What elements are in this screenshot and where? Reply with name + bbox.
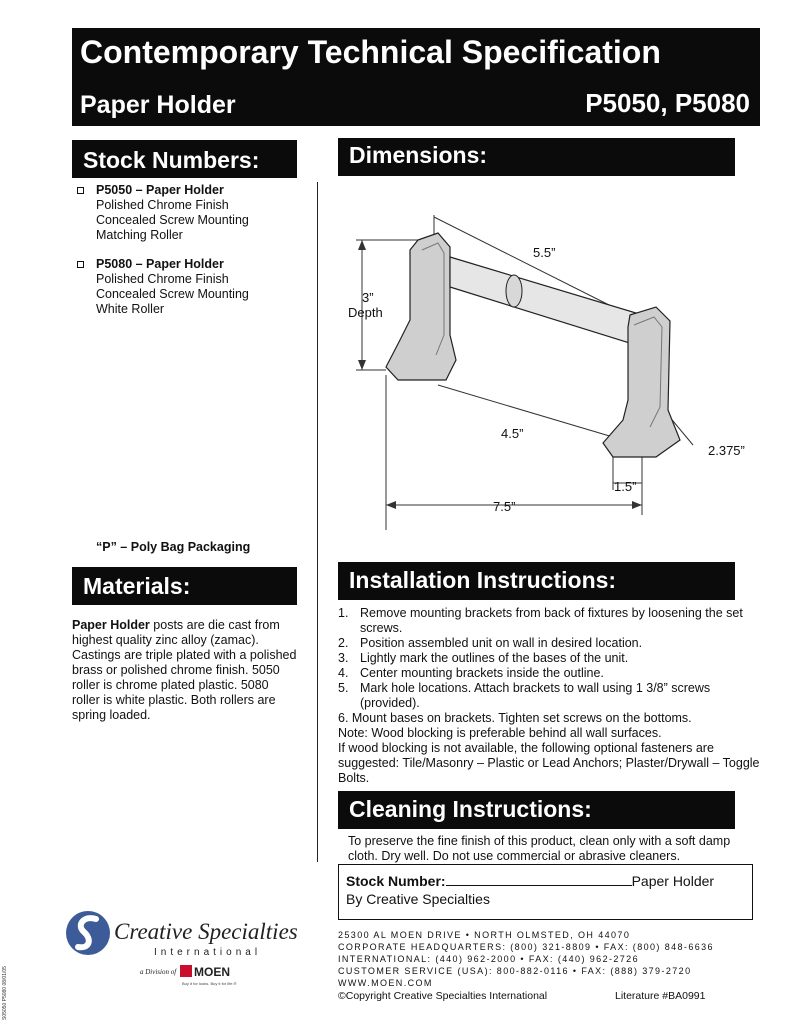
dimension-diagram	[338, 195, 778, 540]
company-logo	[62, 905, 302, 995]
address-line: CUSTOMER SERVICE (USA): 800-882-0116 • FAX: (888) 379-2720	[338, 966, 692, 976]
logo-sub: International	[154, 947, 262, 958]
stock-number-blank	[446, 872, 632, 886]
step-text: Mark hole locations. Attach brackets to wall using 1 3/8” screws (provided).	[360, 681, 711, 710]
section-heading-stock-numbers: Stock Numbers:	[72, 140, 297, 178]
stock-list	[75, 183, 305, 331]
list-item	[338, 651, 763, 666]
list-item	[338, 666, 763, 681]
list-item	[338, 606, 763, 636]
step-text: Position assembled unit on wall in desired location.	[360, 636, 643, 650]
arrow-icon	[358, 360, 366, 370]
address-line: INTERNATIONAL: (440) 962-2000 • FAX: (440) 962-2726	[338, 954, 639, 964]
stock-number-by: By Creative Specialties	[346, 891, 490, 907]
packaging-note: “P” – Poly Bag Packaging	[96, 540, 251, 554]
left-post	[386, 233, 456, 380]
roller	[450, 257, 636, 345]
arrow-icon	[358, 240, 366, 250]
stock-item-title: P5080 – Paper Holder	[96, 257, 224, 271]
center-distance-label: 4.5”	[501, 426, 524, 441]
step-number: 1.	[338, 606, 349, 620]
installation-text	[338, 606, 763, 786]
cleaning-text: To preserve the fine finish of this product, clean only with a soft damp cloth. Dry well. Do not use commercial or abrasive cleaners.	[348, 834, 731, 863]
roller-length-label: 5.5”	[533, 245, 556, 260]
section-heading-materials: Materials:	[72, 567, 297, 605]
stock-item-title: P5050 – Paper Holder	[96, 183, 224, 197]
materials-text	[72, 618, 297, 723]
checkbox-icon	[77, 187, 84, 194]
step-text: Lightly mark the outlines of the bases of the unit.	[360, 651, 629, 665]
address-line: 25300 AL MOEN DRIVE • NORTH OLMSTED, OH 44070	[338, 930, 631, 940]
depth-label: Depth	[348, 305, 383, 320]
product-name: Paper Holder	[80, 91, 236, 119]
stock-item-line: Concealed Screw Mounting	[96, 287, 249, 301]
step-text: Remove mounting brackets from back of fixtures by loosening the set screws.	[360, 606, 743, 635]
step-six: 6. Mount bases on brackets. Tighten set screws on the bottoms.	[338, 711, 692, 725]
copyright: ©Copyright Creative Specialties International	[338, 990, 548, 1002]
address-block	[338, 929, 714, 989]
step-number: 5.	[338, 681, 349, 695]
address-line: CORPORATE HEADQUARTERS: (800) 321-8809 • FAX: (800) 848-6636	[338, 942, 714, 952]
stock-number-label: Stock Number:	[346, 873, 446, 889]
checkbox-icon	[77, 261, 84, 268]
installation-note: Note: Wood blocking is preferable behind all wall surfaces.	[338, 726, 662, 740]
stock-item-line: White Roller	[96, 302, 165, 316]
list-item	[75, 183, 305, 243]
base-width-label: 2.375”	[708, 443, 745, 458]
base-depth-label: 1.5”	[614, 479, 637, 494]
depth-value-label: 3”	[362, 290, 374, 305]
stock-number-product: Paper Holder	[631, 873, 715, 889]
stock-item-line: Matching Roller	[96, 228, 183, 242]
page-title: Contemporary Technical Specification	[80, 34, 661, 70]
model-numbers: P5050, P5080	[585, 88, 750, 118]
materials-body: posts are die cast from highest quality zinc alloy (zamac). Castings are triple plated with a polished brass or polished chrome finish. 5050 roller is chrome plated plastic. 5080 roller is white plastic. Both rollers are spring loaded.	[72, 618, 297, 722]
center-dimension-line	[438, 385, 623, 440]
section-heading-dimensions: Dimensions:	[338, 138, 735, 176]
stock-item-line: Polished Chrome Finish	[96, 198, 229, 212]
installation-fasteners: If wood blocking is not available, the following optional fasteners are suggested: Tile/Masonry – Plastic or Lead Anchors; Plaster/Drywall – Toggle Bolts.	[338, 741, 760, 785]
overall-length-label: 7.5”	[493, 499, 516, 514]
column-divider	[317, 182, 318, 862]
side-code: S05050 P5080 08/01/05	[2, 966, 8, 1020]
list-item	[338, 681, 763, 711]
list-item	[338, 636, 763, 651]
materials-lead: Paper Holder	[72, 618, 150, 632]
page-header	[72, 28, 760, 126]
stock-item-line: Concealed Screw Mounting	[96, 213, 249, 227]
section-heading-cleaning: Cleaning Instructions:	[338, 791, 735, 829]
logo-brand: Creative Specialties	[114, 919, 298, 944]
arrow-icon	[386, 501, 396, 509]
address-line: WWW.MOEN.COM	[338, 978, 433, 988]
arrow-icon	[632, 501, 642, 509]
list-item	[75, 257, 305, 317]
stock-item-line: Polished Chrome Finish	[96, 272, 229, 286]
step-number: 2.	[338, 636, 349, 650]
step-number: 3.	[338, 651, 349, 665]
stock-number-box	[338, 864, 753, 920]
step-text: Center mounting brackets inside the outline.	[360, 666, 604, 680]
logo-tagline: Buy it for looks. Buy it for life.®	[182, 981, 237, 986]
literature-number: Literature #BA0991	[615, 990, 706, 1002]
logo-moen: MOEN	[194, 965, 230, 979]
logo-division: a Division of	[140, 968, 177, 976]
step-number: 4.	[338, 666, 349, 680]
moen-mark-icon	[180, 965, 192, 977]
section-heading-installation: Installation Instructions:	[338, 562, 735, 600]
